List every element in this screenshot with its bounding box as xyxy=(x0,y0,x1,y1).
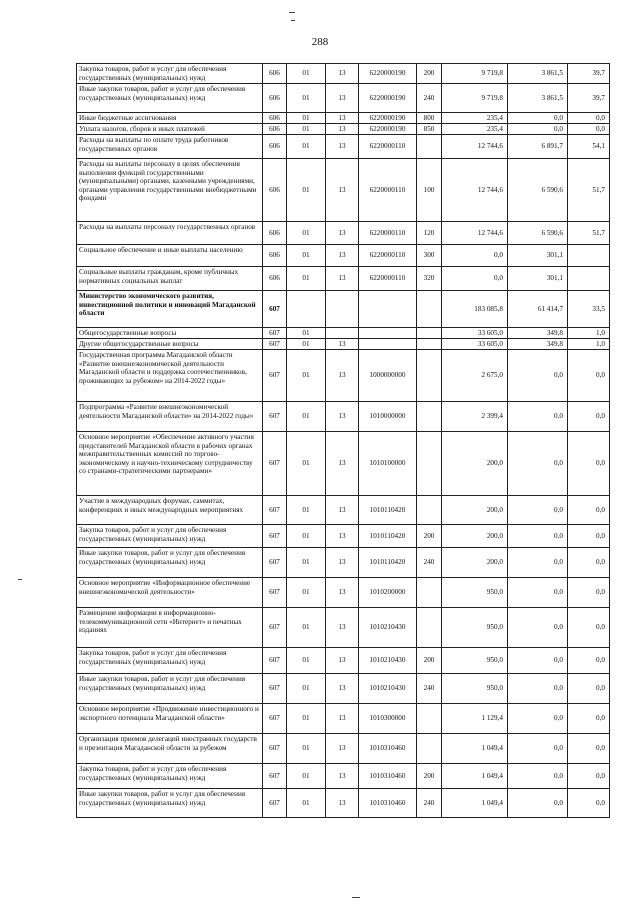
cell-target-article: 1010110420 xyxy=(359,548,417,578)
cell-subsection: 13 xyxy=(326,525,359,548)
cell-section: 01 xyxy=(287,113,326,124)
table-row xyxy=(77,525,610,548)
row-name: Социальные выплаты гражданам, кроме публичных нормативных социальных выплат xyxy=(77,267,263,291)
cell-percent xyxy=(568,267,610,291)
cell-percent: 0,0 xyxy=(568,548,610,578)
cell-section xyxy=(287,291,326,328)
cell-planned-amount: 950,0 xyxy=(442,648,508,674)
cell-section: 01 xyxy=(287,328,326,339)
cell-expense-type: 240 xyxy=(417,84,442,113)
cell-section: 01 xyxy=(287,84,326,113)
cell-target-article: 6220000110 xyxy=(359,222,417,245)
cell-admin-code: 607 xyxy=(263,339,287,350)
cell-percent: 0,0 xyxy=(568,648,610,674)
cell-section: 01 xyxy=(287,496,326,525)
cell-percent: 0,0 xyxy=(568,124,610,135)
cell-target-article: 6220000190 xyxy=(359,64,417,84)
cell-expense-type: 850 xyxy=(417,124,442,135)
cell-planned-amount: 9 719,8 xyxy=(442,64,508,84)
cell-target-article: 1010300000 xyxy=(359,704,417,734)
cell-section: 01 xyxy=(287,402,326,432)
cell-target-article xyxy=(359,291,417,328)
cell-target-article: 1010210430 xyxy=(359,648,417,674)
cell-expense-type xyxy=(417,704,442,734)
cell-subsection: 13 xyxy=(326,432,359,496)
cell-planned-amount: 12 744,6 xyxy=(442,222,508,245)
cell-planned-amount: 9 719,8 xyxy=(442,84,508,113)
row-name: Закупка товаров, работ и услуг для обеспечения государственных (муниципальных) нужд xyxy=(77,525,263,548)
cell-expense-type xyxy=(417,350,442,402)
cell-subsection: 13 xyxy=(326,350,359,402)
cell-section: 01 xyxy=(287,124,326,135)
cell-subsection: 13 xyxy=(326,648,359,674)
cell-expense-type: 240 xyxy=(417,789,442,818)
cell-executed-amount: 301,1 xyxy=(508,245,568,267)
row-name: Иные бюджетные ассигнования xyxy=(77,113,263,124)
cell-admin-code: 606 xyxy=(263,113,287,124)
scan-mark xyxy=(289,12,295,13)
cell-percent: 51,7 xyxy=(568,222,610,245)
cell-executed-amount: 0,0 xyxy=(508,432,568,496)
cell-admin-code: 607 xyxy=(263,350,287,402)
table-row xyxy=(77,113,610,124)
cell-section: 01 xyxy=(287,222,326,245)
cell-executed-amount: 0,0 xyxy=(508,674,568,704)
cell-planned-amount: 183 085,8 xyxy=(442,291,508,328)
cell-percent: 1,0 xyxy=(568,328,610,339)
cell-percent: 0,0 xyxy=(568,764,610,789)
cell-subsection: 13 xyxy=(326,245,359,267)
cell-section: 01 xyxy=(287,339,326,350)
cell-admin-code: 607 xyxy=(263,525,287,548)
cell-target-article: 1010000000 xyxy=(359,402,417,432)
cell-expense-type: 300 xyxy=(417,245,442,267)
row-name: Основное мероприятие «Продвижение инвестиционного и экспортного потенциала Магаданской области» xyxy=(77,704,263,734)
cell-section: 01 xyxy=(287,789,326,818)
cell-target-article: 6220000190 xyxy=(359,84,417,113)
cell-executed-amount: 0,0 xyxy=(508,350,568,402)
cell-admin-code: 607 xyxy=(263,578,287,608)
table-row xyxy=(77,402,610,432)
cell-percent: 0,0 xyxy=(568,578,610,608)
cell-section: 01 xyxy=(287,267,326,291)
cell-section: 01 xyxy=(287,245,326,267)
cell-admin-code: 606 xyxy=(263,64,287,84)
cell-percent: 0,0 xyxy=(568,734,610,764)
cell-subsection: 13 xyxy=(326,113,359,124)
row-name: Размещение информации в информационно-телекоммуникационной сети «Интернет» и печатных изданиях xyxy=(77,608,263,648)
cell-percent: 51,7 xyxy=(568,159,610,222)
cell-target-article: 6220000110 xyxy=(359,245,417,267)
table-row xyxy=(77,159,610,222)
cell-section: 01 xyxy=(287,135,326,159)
row-name: Организация приемов делегаций иностранных государств и презентация Магаданской области за рубежом xyxy=(77,734,263,764)
cell-subsection: 13 xyxy=(326,608,359,648)
cell-subsection: 13 xyxy=(326,222,359,245)
cell-planned-amount: 12 744,6 xyxy=(442,159,508,222)
table-row xyxy=(77,432,610,496)
row-name: Участие в международных форумах, саммитах, конференциях и иных международных мероприятиях xyxy=(77,496,263,525)
cell-target-article: 1010210430 xyxy=(359,608,417,648)
cell-subsection: 13 xyxy=(326,548,359,578)
cell-target-article: 6220000110 xyxy=(359,159,417,222)
cell-percent: 54,1 xyxy=(568,135,610,159)
cell-admin-code: 606 xyxy=(263,222,287,245)
cell-executed-amount: 6 590,6 xyxy=(508,222,568,245)
cell-planned-amount: 200,0 xyxy=(442,496,508,525)
cell-expense-type xyxy=(417,578,442,608)
cell-admin-code: 607 xyxy=(263,328,287,339)
cell-executed-amount: 0,0 xyxy=(508,608,568,648)
table-row xyxy=(77,350,610,402)
cell-subsection xyxy=(326,291,359,328)
row-name: Иные закупки товаров, работ и услуг для обеспечения государственных (муниципальных) нужд xyxy=(77,548,263,578)
cell-planned-amount: 1 049,4 xyxy=(442,764,508,789)
cell-admin-code: 607 xyxy=(263,674,287,704)
row-name: Министерство экономического развития, инвестиционной политики и инноваций Магаданской области xyxy=(77,291,263,328)
row-name: Основное мероприятие «Обеспечение активного участия представителей Магаданской области в рабочих органах межправительственных комиссий по торгово-экономическому и научно-техническому сотрудничеству со странами-стратегическими партнерами» xyxy=(77,432,263,496)
table-row xyxy=(77,339,610,350)
cell-executed-amount: 0,0 xyxy=(508,789,568,818)
row-name: Государственная программа Магаданской области «Развитие внешнеэкономической деятельности Магаданской области и поддержка соотечественников, проживающих за рубежом» на 2014-2022 годы» xyxy=(77,350,263,402)
cell-subsection: 13 xyxy=(326,578,359,608)
cell-section: 01 xyxy=(287,64,326,84)
cell-planned-amount: 2 675,0 xyxy=(442,350,508,402)
cell-percent: 0,0 xyxy=(568,402,610,432)
cell-percent: 39,7 xyxy=(568,64,610,84)
cell-expense-type xyxy=(417,135,442,159)
scan-mark xyxy=(352,897,360,898)
cell-expense-type: 100 xyxy=(417,159,442,222)
cell-planned-amount: 33 605,0 xyxy=(442,339,508,350)
cell-expense-type xyxy=(417,496,442,525)
cell-section: 01 xyxy=(287,764,326,789)
cell-target-article: 1010110420 xyxy=(359,496,417,525)
cell-planned-amount: 1 129,4 xyxy=(442,704,508,734)
row-name: Иные закупки товаров, работ и услуг для обеспечения государственных (муниципальных) нужд xyxy=(77,674,263,704)
table-row xyxy=(77,734,610,764)
cell-planned-amount: 235,4 xyxy=(442,124,508,135)
cell-expense-type: 200 xyxy=(417,525,442,548)
cell-planned-amount: 0,0 xyxy=(442,245,508,267)
page-number: 288 xyxy=(311,36,329,48)
cell-executed-amount: 3 861,5 xyxy=(508,64,568,84)
cell-admin-code: 606 xyxy=(263,267,287,291)
cell-executed-amount: 0,0 xyxy=(508,548,568,578)
cell-percent xyxy=(568,245,610,267)
cell-admin-code: 607 xyxy=(263,402,287,432)
cell-admin-code: 607 xyxy=(263,548,287,578)
scan-mark xyxy=(291,20,295,21)
cell-target-article: 1010110420 xyxy=(359,525,417,548)
cell-percent: 0,0 xyxy=(568,674,610,704)
table-row xyxy=(77,764,610,789)
cell-executed-amount: 0,0 xyxy=(508,734,568,764)
cell-section: 01 xyxy=(287,648,326,674)
cell-admin-code: 607 xyxy=(263,432,287,496)
cell-admin-code: 607 xyxy=(263,648,287,674)
cell-executed-amount: 3 861,5 xyxy=(508,84,568,113)
cell-admin-code: 606 xyxy=(263,84,287,113)
table-row xyxy=(77,578,610,608)
cell-target-article: 1010310460 xyxy=(359,789,417,818)
cell-admin-code: 607 xyxy=(263,291,287,328)
cell-admin-code: 607 xyxy=(263,789,287,818)
row-name: Расходы на выплаты по оплате труда работников государственных органов xyxy=(77,135,263,159)
table-row xyxy=(77,789,610,818)
cell-target-article: 1000000000 xyxy=(359,350,417,402)
cell-planned-amount: 950,0 xyxy=(442,674,508,704)
cell-percent: 0,0 xyxy=(568,789,610,818)
cell-subsection: 13 xyxy=(326,764,359,789)
cell-executed-amount: 6 590,6 xyxy=(508,159,568,222)
cell-section: 01 xyxy=(287,350,326,402)
cell-expense-type xyxy=(417,402,442,432)
cell-expense-type xyxy=(417,734,442,764)
cell-target-article: 1010200000 xyxy=(359,578,417,608)
cell-executed-amount: 349,8 xyxy=(508,328,568,339)
row-name: Расходы на выплаты персоналу в целях обеспечения выполнения функций государственными (муниципальными) органами, казенными учреждениями, органами управления государственными внебюджетными фондами xyxy=(77,159,263,222)
cell-percent: 0,0 xyxy=(568,525,610,548)
cell-target-article xyxy=(359,328,417,339)
cell-executed-amount: 0,0 xyxy=(508,113,568,124)
cell-planned-amount: 200,0 xyxy=(442,548,508,578)
cell-subsection: 13 xyxy=(326,64,359,84)
cell-planned-amount: 950,0 xyxy=(442,578,508,608)
cell-section: 01 xyxy=(287,734,326,764)
cell-percent: 0,0 xyxy=(568,113,610,124)
cell-planned-amount: 200,0 xyxy=(442,525,508,548)
row-name: Общегосударственные вопросы xyxy=(77,328,263,339)
cell-admin-code: 606 xyxy=(263,124,287,135)
cell-planned-amount: 1 049,4 xyxy=(442,789,508,818)
table-row xyxy=(77,496,610,525)
row-name: Основное мероприятие «Информационное обеспечение внешнеэкономической деятельности» xyxy=(77,578,263,608)
cell-expense-type: 320 xyxy=(417,267,442,291)
row-name: Другие общегосударственные вопросы xyxy=(77,339,263,350)
cell-target-article: 1010100000 xyxy=(359,432,417,496)
cell-admin-code: 607 xyxy=(263,704,287,734)
cell-admin-code: 607 xyxy=(263,496,287,525)
cell-planned-amount: 1 049,4 xyxy=(442,734,508,764)
cell-percent: 0,0 xyxy=(568,496,610,525)
cell-percent: 0,0 xyxy=(568,704,610,734)
cell-subsection: 13 xyxy=(326,124,359,135)
cell-subsection: 13 xyxy=(326,402,359,432)
cell-expense-type xyxy=(417,291,442,328)
cell-executed-amount: 0,0 xyxy=(508,124,568,135)
cell-executed-amount: 301,1 xyxy=(508,267,568,291)
cell-subsection: 13 xyxy=(326,674,359,704)
cell-subsection: 13 xyxy=(326,789,359,818)
cell-executed-amount: 0,0 xyxy=(508,764,568,789)
table-row xyxy=(77,135,610,159)
cell-percent: 0,0 xyxy=(568,432,610,496)
row-name: Уплата налогов, сборов и иных платежей xyxy=(77,124,263,135)
cell-executed-amount: 61 414,7 xyxy=(508,291,568,328)
cell-percent: 0,0 xyxy=(568,350,610,402)
cell-executed-amount: 0,0 xyxy=(508,648,568,674)
cell-admin-code: 606 xyxy=(263,135,287,159)
cell-subsection: 13 xyxy=(326,159,359,222)
cell-target-article: 6220000190 xyxy=(359,113,417,124)
cell-subsection: 13 xyxy=(326,267,359,291)
row-name: Иные закупки товаров, работ и услуг для обеспечения государственных (муниципальных) нужд xyxy=(77,84,263,113)
table-row xyxy=(77,84,610,113)
cell-target-article: 6220000190 xyxy=(359,124,417,135)
cell-admin-code: 607 xyxy=(263,608,287,648)
cell-planned-amount: 200,0 xyxy=(442,432,508,496)
table-body xyxy=(77,64,610,818)
cell-target-article: 6220000110 xyxy=(359,267,417,291)
cell-executed-amount: 6 891,7 xyxy=(508,135,568,159)
cell-expense-type: 200 xyxy=(417,764,442,789)
cell-section: 01 xyxy=(287,159,326,222)
cell-planned-amount: 0,0 xyxy=(442,267,508,291)
cell-section: 01 xyxy=(287,704,326,734)
cell-executed-amount: 0,0 xyxy=(508,496,568,525)
cell-expense-type: 120 xyxy=(417,222,442,245)
cell-planned-amount: 235,4 xyxy=(442,113,508,124)
cell-subsection: 13 xyxy=(326,135,359,159)
cell-target-article xyxy=(359,339,417,350)
table-row xyxy=(77,648,610,674)
cell-executed-amount: 0,0 xyxy=(508,525,568,548)
cell-executed-amount: 349,8 xyxy=(508,339,568,350)
cell-subsection: 13 xyxy=(326,734,359,764)
cell-target-article: 1010310460 xyxy=(359,734,417,764)
table-row xyxy=(77,267,610,291)
cell-section: 01 xyxy=(287,674,326,704)
cell-section: 01 xyxy=(287,432,326,496)
cell-admin-code: 607 xyxy=(263,764,287,789)
cell-planned-amount: 12 744,6 xyxy=(442,135,508,159)
cell-subsection: 13 xyxy=(326,704,359,734)
cell-expense-type xyxy=(417,608,442,648)
row-name: Закупка товаров, работ и услуг для обеспечения государственных (муниципальных) нужд xyxy=(77,764,263,789)
cell-percent: 1,0 xyxy=(568,339,610,350)
cell-expense-type xyxy=(417,432,442,496)
row-name: Закупка товаров, работ и услуг для обеспечения государственных (муниципальных) нужд xyxy=(77,648,263,674)
cell-section: 01 xyxy=(287,548,326,578)
cell-target-article: 6220000110 xyxy=(359,135,417,159)
cell-executed-amount: 0,0 xyxy=(508,402,568,432)
cell-expense-type: 200 xyxy=(417,64,442,84)
table-row xyxy=(77,328,610,339)
cell-percent: 39,7 xyxy=(568,84,610,113)
cell-planned-amount: 950,0 xyxy=(442,608,508,648)
table-row xyxy=(77,291,610,328)
cell-admin-code: 606 xyxy=(263,245,287,267)
cell-admin-code: 606 xyxy=(263,159,287,222)
table-row xyxy=(77,245,610,267)
table-row xyxy=(77,548,610,578)
scan-mark xyxy=(18,579,22,580)
table-row xyxy=(77,608,610,648)
cell-subsection xyxy=(326,328,359,339)
cell-planned-amount: 33 605,0 xyxy=(442,328,508,339)
table-row xyxy=(77,124,610,135)
table-row xyxy=(77,674,610,704)
cell-section: 01 xyxy=(287,578,326,608)
cell-expense-type: 240 xyxy=(417,548,442,578)
row-name: Закупка товаров, работ и услуг для обеспечения государственных (муниципальных) нужд xyxy=(77,64,263,84)
cell-executed-amount: 0,0 xyxy=(508,578,568,608)
row-name: Расходы на выплаты персоналу государственных органов xyxy=(77,222,263,245)
table-row xyxy=(77,64,610,84)
budget-table xyxy=(76,63,610,818)
cell-percent: 33,5 xyxy=(568,291,610,328)
cell-expense-type: 200 xyxy=(417,648,442,674)
cell-target-article: 1010310460 xyxy=(359,764,417,789)
cell-percent: 0,0 xyxy=(568,608,610,648)
row-name: Подпрограмма «Развитие внешнеэкономической деятельности Магаданской области» на 2014-2022 годы» xyxy=(77,402,263,432)
cell-subsection: 13 xyxy=(326,496,359,525)
cell-expense-type xyxy=(417,328,442,339)
table-row xyxy=(77,222,610,245)
cell-section: 01 xyxy=(287,525,326,548)
table-row xyxy=(77,704,610,734)
cell-target-article: 1010210430 xyxy=(359,674,417,704)
cell-executed-amount: 0,0 xyxy=(508,704,568,734)
cell-admin-code: 607 xyxy=(263,734,287,764)
cell-subsection: 13 xyxy=(326,339,359,350)
cell-expense-type xyxy=(417,339,442,350)
cell-expense-type: 800 xyxy=(417,113,442,124)
cell-subsection: 13 xyxy=(326,84,359,113)
cell-section: 01 xyxy=(287,608,326,648)
row-name: Иные закупки товаров, работ и услуг для обеспечения государственных (муниципальных) нужд xyxy=(77,789,263,818)
cell-expense-type: 240 xyxy=(417,674,442,704)
cell-planned-amount: 2 399,4 xyxy=(442,402,508,432)
row-name: Социальное обеспечение и иные выплаты населению xyxy=(77,245,263,267)
